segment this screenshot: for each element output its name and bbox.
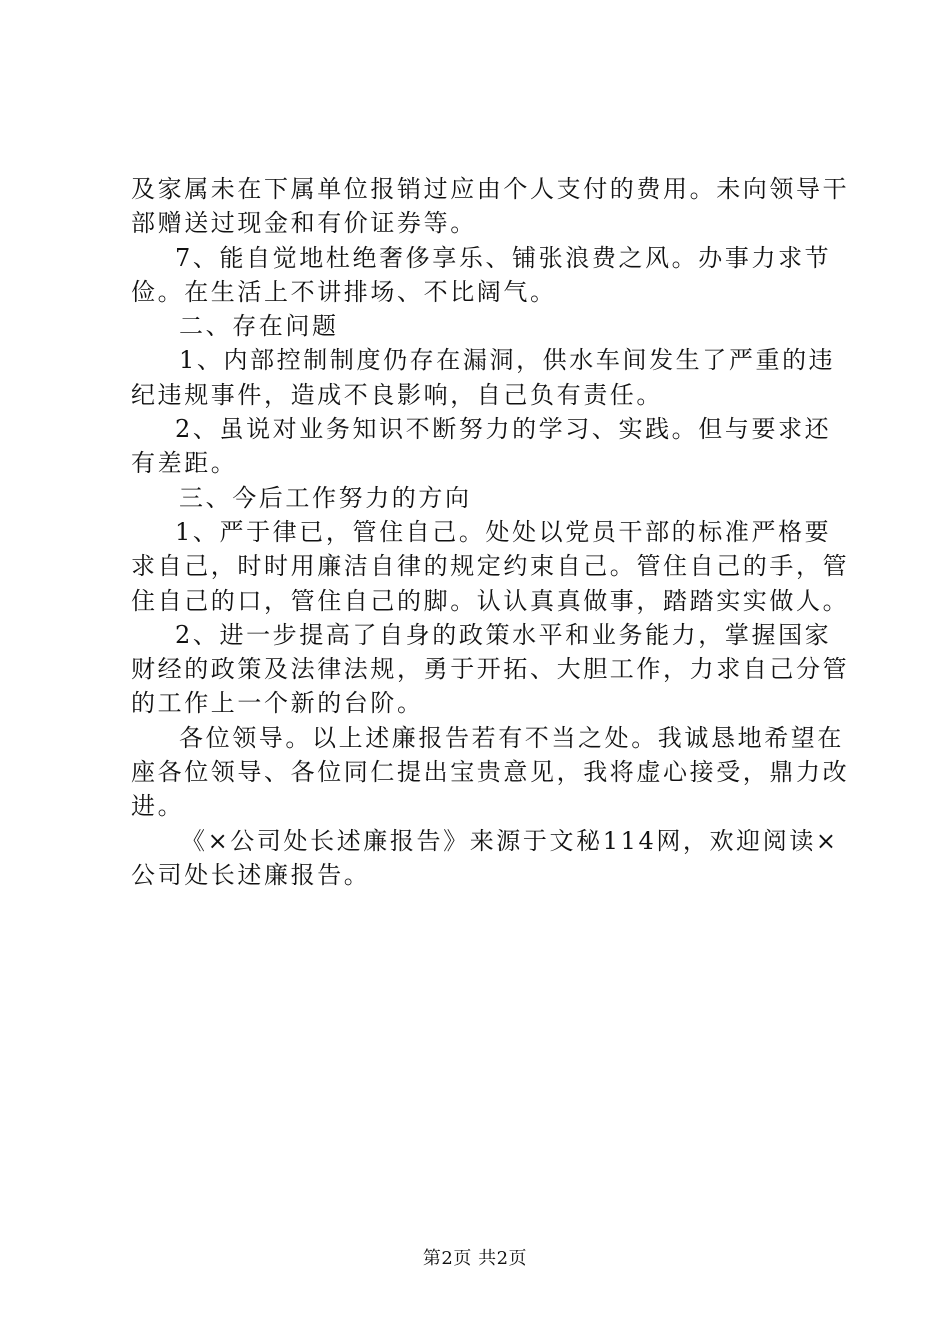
paragraph-continuation: 及家属未在下属单位报销过应由个人支付的费用。未向领导干部赠送过现金和有价证券等。 bbox=[131, 175, 850, 238]
paragraph-problem-1: 1、内部控制制度仍存在漏洞，供水车间发生了严重的违纪违规事件，造成不良影响，自己负有责任。 bbox=[131, 346, 836, 409]
paragraph-closing: 各位领导。以上述廉报告若有不当之处。我诚恳地希望在座各位领导、各位同仁提出宝贵意见，我将虚心接受，鼎力改进。 bbox=[131, 723, 850, 821]
document-body bbox=[131, 172, 851, 892]
section-heading-problems: 二、存在问题 bbox=[179, 312, 339, 341]
section-heading-direction: 三、今后工作努力的方向 bbox=[179, 483, 472, 512]
paragraph-direction-1: 1、严于律已，管住自己。处处以党员干部的标准严格要求自己，时时用廉洁自律的规定约束自己。管住自己的手，管住自己的口，管住自己的脚。认认真真做事，踏踏实实做人。 bbox=[131, 517, 850, 615]
paragraph-problem-2: 2、虽说对业务知识不断努力的学习、实践。但与要求还有差距。 bbox=[131, 415, 832, 478]
page-footer: 第2页 共2页 bbox=[422, 1248, 528, 1269]
paragraph-item-7: 7、能自觉地杜绝奢侈享乐、铺张浪费之风。办事力求节俭。在生活上不讲排场、不比阔气。 bbox=[131, 243, 832, 306]
paragraph-direction-2: 2、进一步提高了自身的政策水平和业务能力，掌握国家财经的政策及法律法规，勇于开拓、大胆工作，力求自己分管的工作上一个新的台阶。 bbox=[131, 620, 850, 718]
paragraph-source-note: 《×公司处长述廉报告》来源于文秘114网，欢迎阅读×公司处长述廉报告。 bbox=[131, 826, 839, 889]
